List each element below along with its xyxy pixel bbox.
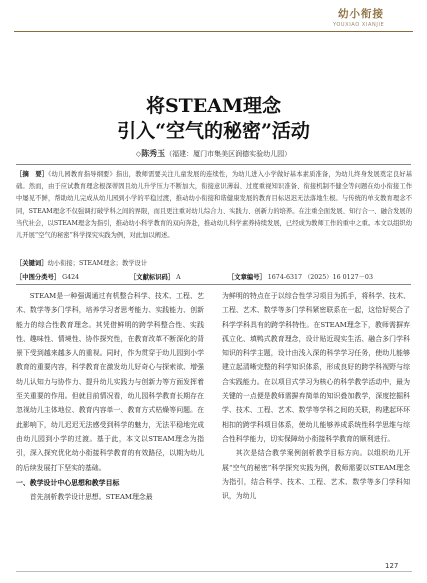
doc-code-label: ［文献标识码］ — [130, 274, 175, 281]
footer-rule — [16, 571, 412, 572]
abstract — [16, 169, 412, 242]
article-no-value: 1674-6317 （2025）16 0127－03 — [267, 274, 373, 281]
page-number: 127 — [385, 562, 399, 570]
article-number — [228, 272, 373, 281]
keywords-label: ［关键词］ — [16, 260, 48, 267]
doc-code-value: A — [176, 274, 181, 281]
author-prefix: ◇ — [135, 150, 142, 158]
section-name: 幼小衔接 — [338, 8, 384, 20]
article-title-line1: 将STEAM理念 — [145, 95, 282, 117]
abstract-top-rule — [16, 164, 411, 165]
keywords — [16, 258, 412, 267]
article-title-line2: 引入“空气的秘密”活动 — [117, 120, 310, 142]
keywords-text: 幼小衔接；STEAM理念；教学设计 — [47, 260, 148, 267]
article-no-label: ［文章编号］ — [228, 274, 266, 281]
body-column-left — [16, 289, 204, 504]
body-paragraph: 其次是结合教学案例剖析教学目标方向。以组织幼儿开展“空气的秘密”科学探究实践为例，教师需要以STEAM理念为指引，结合科学、技术、工程、艺术、数学等多门学科知识，为幼儿 — [222, 449, 410, 501]
clc-value: G424 — [62, 274, 80, 281]
header-rule — [14, 31, 413, 32]
abstract-label: ［摘 要］ — [16, 171, 49, 178]
body-paragraph: 首先剖析教学设计思想。STEAM理念最 — [29, 493, 153, 502]
document-code — [130, 272, 181, 281]
abstract-text: 《幼儿园教育指导纲要》指出，教师需要关注儿童发展的连续性，为幼儿进入小学做好基本素质准备，为幼儿终身发展奠定良好基础。然而，由于应试教育理念根深蒂固且幼儿升学压力不断加大，衔接意识薄弱、过度重视知识准备、衔接机制不健全等问题在幼小衔接工作中屡见不鲜，帮助幼儿完成从幼儿园到小学的平稳过渡，推动幼小衔接和谐健康发展的教育目标迟迟无法落地生根。与传统的单支教育理念不同，STEAM理念不仅强调打破学科之间的界限，而且更注重对幼儿综合力、实践力、创新力的培养。在注重全面发展、知行合一、融合发展的当代社会，以STEAM理念为指引，推动幼小科学教育的双向奔赴，推动幼儿科学素养持续发展，已经成为教师工作的重中之重。本文以组织幼儿开展“空气的秘密”科学探究实践为例，对此加以阐述。 — [16, 171, 412, 240]
section-heading: 一、教学设计中心思想和教学目标 — [16, 478, 120, 487]
clc-label: ［中图分类号］ — [16, 274, 61, 281]
body-paragraph: 为鲜明的特点在于以综合性学习项目为抓手，将科学、技术、工程、艺术、数学等多门学科紧密联系在一起，这恰好契合了科学学科具有的跨学科特性。在STEAM理念下，教师需摒弃孤立化、填鸭式教育理念，设计贴近现实生活、融合多门学科知识的科学主题，设计由浅入深的科学学习任务，使幼儿能够建立起清晰完整的科学知识体系，形成良好的跨学科视野与综合实践能力。在以项目式学习为核心的科学教学活动中，最为关键的一点便是教师需摒弃简单的知识叠加教学，深度挖掘科学、技术、工程、艺术、数学等学科之间的关联，构建起环环相扣的跨学科项目体系，使幼儿能够养成系统性科学思维与综合性科学能力，切实保障幼小衔接科学教育的顺利进行。 — [222, 292, 410, 443]
meta-bottom-rule — [16, 284, 411, 285]
author-name: 陈秀玉 — [141, 148, 166, 158]
body-column-right — [222, 289, 410, 503]
clc-number — [16, 272, 79, 281]
author-line — [0, 148, 427, 159]
body-paragraph: STEAM是一种强调通过有机整合科学、技术、工程、艺术、数学等多门学科，培养学习者思考能力、实践能力、创新能力的综合性教育理念。其凭借鲜明的跨学科整合性、实践性、趣味性、情境性、协作探究性，在教育改革不断深化的背景下受到越来越多人的重视。同时，作为贯穿于幼儿园到小学教育的重要内容，科学教育在激发幼儿好奇心与探索欲、增强幼儿认知力与协作力、提升幼儿实践力与创新力等方面发挥着至关重要的作用。但就目前情况看，幼儿园科学教育长期存在忽视幼儿主体地位、教育内容单一、教育方式枯燥等问题。在此影响下，幼儿迟迟无法感受到科学的魅力，无法平稳地完成由幼儿园到小学的过渡。基于此，本文以STEAM理念为指引，深入探究优化幼小衔接科学教育的有效路径，以期为幼儿的后续发展打下坚实的基础。 — [16, 292, 204, 472]
author-affiliation: （福建：厦门市集美区润德实验幼儿园） — [165, 150, 292, 158]
section-pinyin: YOUXIAO XIANJIE — [333, 22, 385, 28]
